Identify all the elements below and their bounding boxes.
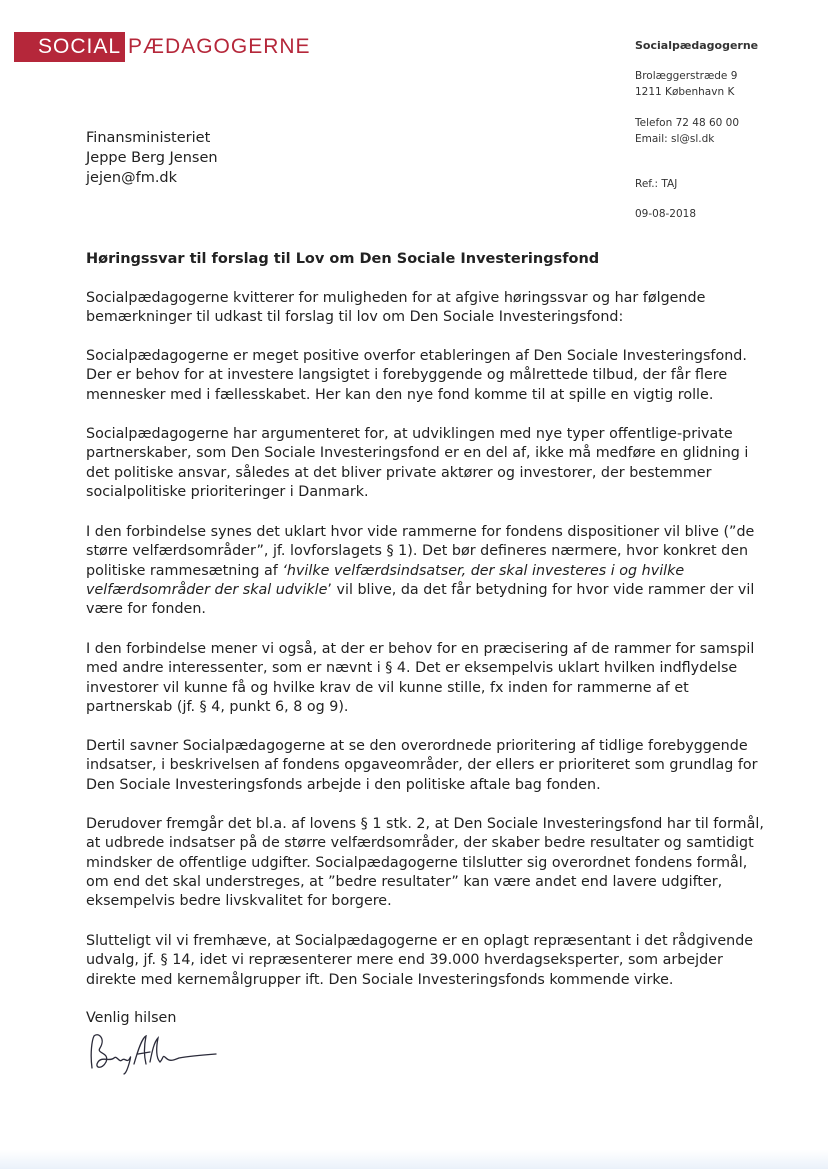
paragraph-3: Socialpædagogerne har argumenteret for, at udviklingen med nye typer offentlige-private partnerskaber, som Den Sociale Investeringsfond er en del af, ikke må medføre en glidning i det politiske ansvar, således at det bliver private aktører og investorer, der bestemmer socialpolitiske prioriteringer i Danmark. [86, 426, 749, 500]
paragraph-4 [86, 523, 766, 619]
letter-date: 09-08-2018 [635, 208, 697, 220]
recipient-block [86, 128, 218, 188]
recipient-person: Jeppe Berg Jensen [86, 150, 218, 166]
sender-phone: Telefon 72 48 60 00 [635, 117, 740, 129]
signature [84, 1028, 224, 1078]
logo [14, 32, 311, 62]
paragraph-4-text-c: ’ vil blive, da det får betydning for hvor vide rammer der vil være for fonden. [86, 581, 755, 618]
closing: Venlig hilsen [86, 1010, 177, 1026]
letter-subject: Høringssvar til forslag til Lov om Den Sociale Investeringsfond [86, 251, 600, 267]
sender-name: Socialpædagogerne [635, 39, 759, 52]
sender-ref: Ref.: TAJ [635, 178, 678, 190]
logo-social: SOCIAL [14, 32, 125, 62]
paragraph-6: Dertil savner Socialpædagogerne at se den overordnede prioritering af tidlige forebyggende indsatser, i beskrivelsen af fondens opgaveområder, der ellers er prioriteret som grundlag for Den Sociale Investeringsfonds arbejde i den politiske aftale bag fonden. [86, 738, 758, 793]
paragraph-4-text-a: I den forbindelse synes det uklart hvor vide rammerne for fondens dispositioner vil blive (”de større velfærdsområder”, jf. lovforslagets § 1). Det bør defineres nærmere, hvor konkret den politiske rammesætning af [86, 524, 755, 579]
paragraph-7: Derudover fremgår det bl.a. af lovens § 1 stk. 2, at Den Sociale Investeringsfond har til formål, at udbrede indsatser på de større velfærdsområder, der skaber bedre resultater og samtidigt mindsker de offentlige udgifter. Socialpædagogerne tilslutter sig overordnet fondens formål, om end det skal understreges, at ”bedre resultater” kan være andet end lavere udgifter, eksempelvis bedre livskvalitet for borgere. [86, 816, 764, 910]
recipient-email: jejen@fm.dk [86, 170, 178, 186]
paragraph-4-quote: ‘hvilke velfærdsindsatser, der skal investeres i og hvilke velfærdsområder der skal udvikle [86, 562, 685, 598]
recipient-org: Finansministeriet [86, 130, 211, 146]
paragraph-2: Socialpædagogerne er meget positive overfor etableringen af Den Sociale Investeringsfond. Der er behov for at investere langsigtet i forebyggende og målrettede tilbud, der får flere mennesker med i fællesskabet. Her kan den nye fond komme til at spille en vigtig rolle. [86, 348, 747, 403]
sender-street: Brolæggerstræde 9 [635, 70, 738, 82]
paragraph-8: Slutteligt vil vi fremhæve, at Socialpædagogerne er en oplagt repræsentant i det rådgivende udvalg, jf. § 14, idet vi repræsenterer mere end 39.000 hverdagseksperter, som arbejder direkte med kernemålgrupper ift. Den Sociale Investeringsfonds kommende virke. [86, 933, 754, 988]
logo-paedagogerne: PÆDAGOGERNE [128, 35, 311, 58]
paragraph-5: I den forbindelse mener vi også, at der er behov for en præcisering af de rammer for samspil med andre interessenter, som er nævnt i § 4. Det er eksempelvis uklart hvilken indflydelse investorer vil kunne få og hvilke krav de vil kunne stille, fx inden for rammerne af et partnerskab (jf. § 4, punkt 6, 8 og 9). [86, 641, 755, 715]
sender-email: Email: sl@sl.dk [635, 133, 715, 145]
paragraph-1: Socialpædagogerne kvitterer for muligheden for at afgive høringssvar og har følgende bemærkninger til udkast til forslag til lov om Den Sociale Investeringsfond: [86, 290, 706, 326]
sender-city: 1211 København K [635, 86, 735, 98]
bottom-edge [0, 1150, 828, 1169]
sender-contact [635, 115, 739, 147]
sender-address [635, 68, 737, 100]
